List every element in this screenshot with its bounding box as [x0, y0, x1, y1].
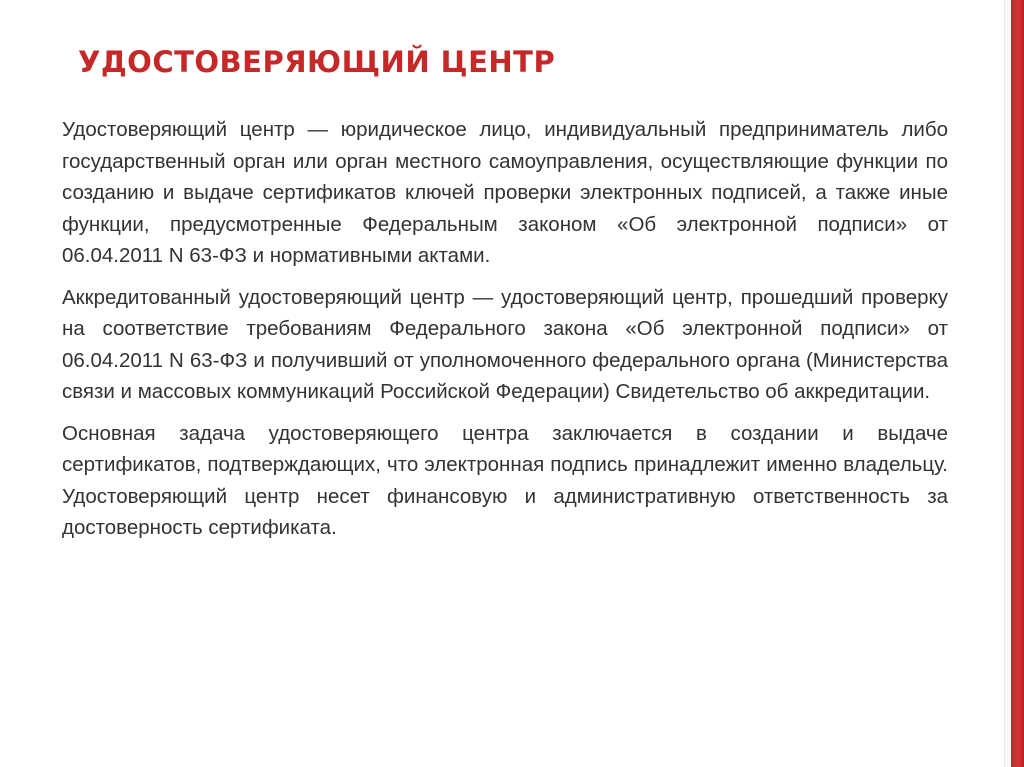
paragraph-main-task: Основная задача удостоверяющего центра заключается в создании и выдаче сертификатов, подтверждающих, что электронная подпись принадлежит именно владельцу. Удостоверяющий центр несет финансовую и административную ответственность за достоверность сертификата. [62, 421, 948, 539]
paragraph-accredited: Аккредитованный удостоверяющий центр — удостоверяющий центр, прошедший проверку на соответствие требованиям Федерального закона «Об электронной подписи» от 06.04.2011 N 63-ФЗ и получивший от уполномоченного федерального органа (Министерства связи и массовых коммуникаций Российской Федерации) Свидетельство об аккредитации. [62, 285, 948, 403]
slide-body [62, 114, 948, 554]
paragraph-definition: Удостоверяющий центр — юридическое лицо, индивидуальный предприниматель либо государственный орган или орган местного самоуправления, осуществляющие функции по созданию и выдаче сертификатов ключей проверки электронных подписей, а также иные функции, предусмотренные Федеральным законом «Об электронной подписи» от 06.04.2011 N 63-ФЗ и нормативными актами. [62, 118, 948, 267]
slide-title: УДОСТОВЕРЯЮЩИЙ ЦЕНТР [78, 45, 556, 79]
red-accent-bar [1011, 0, 1024, 767]
